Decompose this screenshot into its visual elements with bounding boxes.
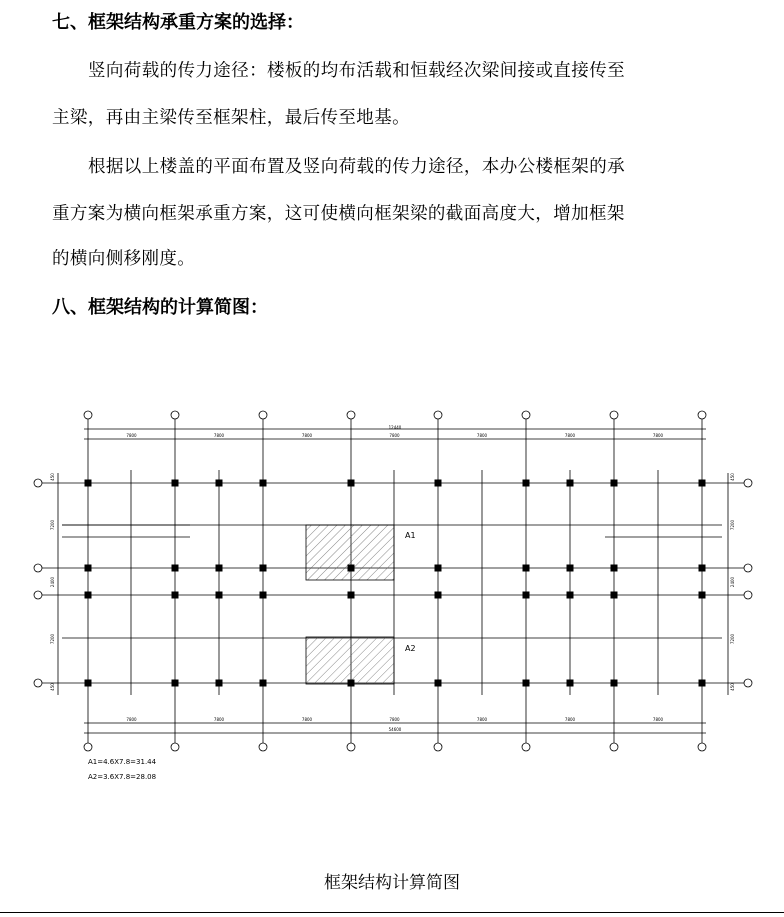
column-square — [348, 480, 355, 487]
column-square — [699, 680, 706, 687]
figure-caption: 框架结构计算简图 — [324, 873, 460, 893]
column-square — [523, 565, 530, 572]
section8-heading: 八、框架结构的计算简图： — [52, 297, 268, 318]
column-square — [567, 565, 574, 572]
grid-bubble-left — [34, 591, 42, 599]
side-dim-left: 2400 — [50, 576, 55, 588]
area-a2-hatch — [306, 637, 394, 684]
column-square — [348, 680, 355, 687]
grid-bubble-top — [347, 411, 355, 419]
grid-bubble-left — [34, 564, 42, 572]
column-square — [567, 680, 574, 687]
grid-bubble-right — [744, 591, 752, 599]
side-dim-right: 7200 — [730, 519, 735, 531]
para1-line2: 主梁，再由主梁传至框架柱，最后传至地基。 — [52, 108, 410, 128]
span-dim-top: 7800 — [389, 433, 400, 438]
column-square — [611, 480, 618, 487]
grid-bubble-top — [522, 411, 530, 419]
para2-line1: 根据以上楼盖的平面布置及竖向荷载的传力途径，本办公楼框架的承 — [88, 157, 625, 177]
side-dim-left: 450 — [50, 683, 55, 691]
grid-bubble-bottom — [171, 743, 179, 751]
grid-bubble-bottom — [522, 743, 530, 751]
grid-bubble-bottom — [434, 743, 442, 751]
column-square — [85, 480, 92, 487]
column-square — [611, 592, 618, 599]
side-dim-right: 450 — [730, 473, 735, 481]
frame-plan-drawing — [0, 395, 784, 795]
grid-bubble-right — [744, 479, 752, 487]
span-dim-top: 7800 — [126, 433, 137, 438]
side-dim-right: 450 — [730, 683, 735, 691]
side-dim-left: 450 — [50, 473, 55, 481]
span-dim-bottom: 7800 — [301, 717, 313, 722]
column-square — [567, 480, 574, 487]
area-a1-hatch — [306, 525, 394, 580]
column-square — [85, 680, 92, 687]
column-square — [172, 592, 179, 599]
note-a2: A2=3.6X7.8=28.08 — [88, 773, 157, 781]
column-square — [611, 565, 618, 572]
grid-bubble-bottom — [610, 743, 618, 751]
column-square — [435, 680, 442, 687]
side-dim-left: 7200 — [50, 633, 55, 645]
column-square — [172, 565, 179, 572]
column-square — [611, 680, 618, 687]
area-a2-label: A2 — [405, 644, 416, 653]
column-square — [523, 680, 530, 687]
column-square — [85, 592, 92, 599]
span-dim-bottom: 7800 — [564, 717, 576, 722]
span-dim-bottom: 7800 — [389, 717, 400, 722]
side-dim-right: 7200 — [730, 633, 735, 645]
span-dim-bottom: 7800 — [213, 717, 225, 722]
top-total-dim: 12440 — [388, 425, 402, 430]
column-square — [260, 680, 267, 687]
column-square — [699, 592, 706, 599]
area-a1-label: A1 — [405, 531, 416, 540]
grid-bubble-left — [34, 679, 42, 687]
column-square — [85, 565, 92, 572]
column-square — [260, 592, 267, 599]
span-dim-top: 7800 — [301, 433, 313, 438]
span-dim-bottom: 7800 — [652, 717, 664, 722]
column-square — [260, 565, 267, 572]
grid-bubble-bottom — [259, 743, 267, 751]
para2-line2: 重方案为横向框架承重方案，这可使横向框架梁的截面高度大，增加框架 — [52, 204, 625, 224]
grid-bubble-top — [259, 411, 267, 419]
grid-bubble-bottom — [347, 743, 355, 751]
column-square — [216, 480, 223, 487]
column-square — [699, 565, 706, 572]
span-dim-top: 7800 — [564, 433, 576, 438]
grid-bubble-right — [744, 679, 752, 687]
column-square — [216, 592, 223, 599]
column-square — [260, 480, 267, 487]
side-dim-left: 7200 — [50, 519, 55, 531]
span-dim-top: 7800 — [652, 433, 664, 438]
column-square — [348, 592, 355, 599]
span-dim-top: 7800 — [213, 433, 225, 438]
column-square — [567, 592, 574, 599]
para2-line3: 的横向侧移刚度。 — [52, 249, 196, 269]
column-square — [699, 480, 706, 487]
column-square — [523, 480, 530, 487]
column-square — [172, 680, 179, 687]
grid-bubble-bottom — [698, 743, 706, 751]
grid-bubble-right — [744, 564, 752, 572]
grid-bubble-top — [610, 411, 618, 419]
span-dim-bottom: 7800 — [126, 717, 137, 722]
para1-line1: 竖向荷载的传力途径：楼板的均布活载和恒载经次梁间接或直接传至 — [88, 61, 625, 81]
page-bottom-rule — [0, 912, 784, 913]
span-dim-top: 7800 — [476, 433, 488, 438]
grid-bubble-bottom — [84, 743, 92, 751]
grid-bubble-top — [171, 411, 179, 419]
column-square — [435, 480, 442, 487]
bottom-total-dim: 54600 — [388, 727, 402, 732]
column-square — [216, 680, 223, 687]
span-dim-bottom: 7800 — [476, 717, 488, 722]
column-square — [348, 565, 355, 572]
grid-bubble-top — [434, 411, 442, 419]
column-square — [523, 592, 530, 599]
side-dim-right: 2400 — [730, 576, 735, 588]
grid-bubble-top — [84, 411, 92, 419]
section7-heading: 七、框架结构承重方案的选择： — [52, 12, 304, 33]
column-square — [172, 480, 179, 487]
column-square — [435, 565, 442, 572]
column-square — [216, 565, 223, 572]
column-square — [435, 592, 442, 599]
grid-bubble-left — [34, 479, 42, 487]
grid-bubble-top — [698, 411, 706, 419]
note-a1: A1=4.6X7.8=31.44 — [88, 758, 157, 766]
